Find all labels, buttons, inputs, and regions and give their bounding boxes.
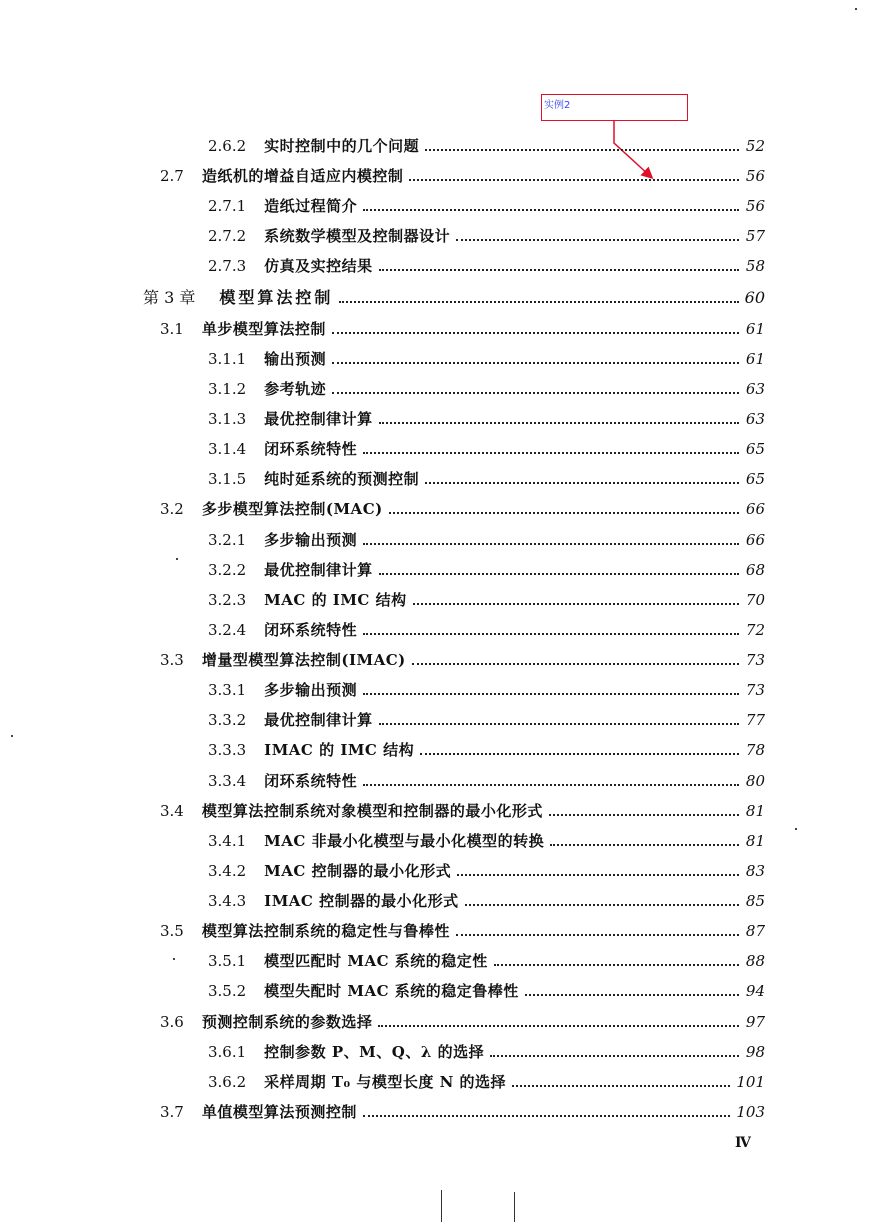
toc-subsection xyxy=(208,767,765,791)
toc-title: 多步输出预测 xyxy=(264,531,358,549)
toc-title: 造纸机的增益自适应内模控制 xyxy=(201,167,404,185)
toc-number: 3.4.3 xyxy=(208,892,247,910)
toc-leader-dots xyxy=(512,1085,730,1087)
toc-title: 多步输出预测 xyxy=(264,681,358,699)
toc-number: 3.3.3 xyxy=(208,741,247,759)
toc-leader-dots xyxy=(363,543,739,545)
toc-page: 57 xyxy=(745,227,765,245)
toc-number: 第 3 章 xyxy=(143,288,196,307)
toc-title: 参考轨迹 xyxy=(264,380,327,398)
toc-leader-dots xyxy=(339,301,738,303)
toc-subsection xyxy=(208,465,765,489)
toc-page: 65 xyxy=(745,470,765,488)
toc-subsection xyxy=(208,586,765,610)
scan-speck xyxy=(11,735,13,737)
toc-leader-dots xyxy=(378,1025,739,1027)
toc-subsection xyxy=(208,706,765,730)
toc-number: 3.3 xyxy=(160,651,184,669)
toc-subsection xyxy=(208,977,765,1001)
toc-subsection xyxy=(208,345,765,369)
toc-subsection xyxy=(208,222,765,246)
toc-section xyxy=(160,315,765,339)
toc-leader-dots xyxy=(363,633,739,635)
toc-subsection xyxy=(208,676,765,700)
toc-number: 3.1 xyxy=(160,320,184,338)
toc-subsection xyxy=(208,556,765,580)
toc-page: 94 xyxy=(745,982,765,1000)
toc-leader-dots xyxy=(457,874,739,876)
toc-leader-dots xyxy=(490,1055,739,1057)
toc-leader-dots xyxy=(456,934,739,936)
toc-page: 81 xyxy=(745,832,765,850)
toc-subsection xyxy=(208,947,765,971)
toc-number: 3.1.2 xyxy=(208,380,247,398)
toc-number: 2.6.2 xyxy=(208,137,247,155)
toc-title: MAC 控制器的最小化形式 xyxy=(264,862,452,880)
toc-number: 3.1.3 xyxy=(208,410,247,428)
toc-leader-dots xyxy=(363,1115,730,1117)
toc-number: 3.6 xyxy=(160,1013,184,1031)
toc-number: 3.1.5 xyxy=(208,470,247,488)
toc-section xyxy=(160,917,765,941)
toc-leader-dots xyxy=(379,269,739,271)
toc-number: 3.2.4 xyxy=(208,621,247,639)
toc-title: 输出预测 xyxy=(264,350,327,368)
toc-page: 80 xyxy=(745,772,765,790)
toc-subsection xyxy=(208,526,765,550)
toc-page: 66 xyxy=(745,531,765,549)
toc-page: 73 xyxy=(745,681,765,699)
scan-artifact-line xyxy=(441,1190,442,1222)
toc-subsection xyxy=(208,827,765,851)
toc-title: 单步模型算法控制 xyxy=(201,320,326,338)
scan-speck xyxy=(795,828,797,830)
toc-title: 闭环系统特性 xyxy=(264,772,358,790)
toc-number: 3.1.1 xyxy=(208,350,247,368)
annotation-label: 实例2 xyxy=(544,100,571,111)
toc-page: 78 xyxy=(745,741,765,759)
toc-number: 2.7.1 xyxy=(208,197,247,215)
toc-leader-dots xyxy=(389,512,739,514)
toc-leader-dots xyxy=(494,964,739,966)
toc-title: 模型匹配时 MAC 系统的稳定性 xyxy=(264,952,488,970)
toc-number: 3.4.1 xyxy=(208,832,247,850)
toc-page: 60 xyxy=(744,288,765,307)
toc-subsection xyxy=(208,616,765,640)
toc-page: 65 xyxy=(745,440,765,458)
toc-number: 3.3.4 xyxy=(208,772,247,790)
toc-title: MAC 非最小化模型与最小化模型的转换 xyxy=(264,832,545,850)
toc-number: 3.4 xyxy=(160,802,184,820)
toc-title: 最优控制律计算 xyxy=(264,711,373,729)
scan-speck xyxy=(176,558,178,560)
toc-leader-dots xyxy=(379,723,739,725)
toc-title: 系统数学模型及控制器设计 xyxy=(264,227,451,245)
toc-title: 预测控制系统的参数选择 xyxy=(201,1013,373,1031)
toc-leader-dots xyxy=(465,904,739,906)
toc-number: 3.3.2 xyxy=(208,711,247,729)
toc-leader-dots xyxy=(413,603,739,605)
toc-title: 控制参数 P、M、Q、λ 的选择 xyxy=(264,1043,485,1061)
scan-speck xyxy=(855,8,857,10)
toc-title: 模型失配时 MAC 系统的稳定鲁棒性 xyxy=(264,982,519,1000)
toc-page: 63 xyxy=(745,380,765,398)
toc-subsection xyxy=(208,736,765,760)
toc-leader-dots xyxy=(456,239,739,241)
page-number: Ⅳ xyxy=(735,1135,751,1151)
toc-page: 83 xyxy=(745,862,765,880)
toc-section xyxy=(160,495,765,519)
toc-page: 58 xyxy=(745,257,765,275)
toc-page: 52 xyxy=(745,137,765,155)
toc-number: 3.2.3 xyxy=(208,591,247,609)
toc-page: 88 xyxy=(745,952,765,970)
toc-number: 3.6.1 xyxy=(208,1043,247,1061)
toc-subsection xyxy=(208,375,765,399)
scan-speck xyxy=(173,958,175,960)
toc-leader-dots xyxy=(420,753,739,755)
toc-page: 81 xyxy=(745,802,765,820)
toc-subsection xyxy=(208,192,765,216)
toc-page: 70 xyxy=(745,591,765,609)
toc-page: 72 xyxy=(745,621,765,639)
toc-leader-dots xyxy=(550,844,739,846)
toc-chapter xyxy=(143,284,765,308)
toc-subsection xyxy=(208,1038,765,1062)
toc-title: 仿真及实控结果 xyxy=(264,257,373,275)
toc-page: 98 xyxy=(745,1043,765,1061)
toc-leader-dots xyxy=(379,573,739,575)
toc-leader-dots xyxy=(425,149,739,151)
toc-leader-dots xyxy=(332,392,739,394)
toc-number: 3.4.2 xyxy=(208,862,247,880)
scan-artifact-line xyxy=(514,1192,515,1222)
toc-number: 3.5.2 xyxy=(208,982,247,1000)
toc-number: 3.3.1 xyxy=(208,681,247,699)
toc-title: 增量型模型算法控制(IMAC) xyxy=(201,651,406,669)
toc-page: 68 xyxy=(745,561,765,579)
toc-number: 2.7.2 xyxy=(208,227,247,245)
toc-title: 模型算法控制系统对象模型和控制器的最小化形式 xyxy=(201,802,543,820)
toc-subsection xyxy=(208,435,765,459)
toc-title: 闭环系统特性 xyxy=(264,621,358,639)
toc-page: 103 xyxy=(736,1103,765,1121)
toc-leader-dots xyxy=(549,814,739,816)
toc-leader-dots xyxy=(363,452,739,454)
toc-subsection xyxy=(208,887,765,911)
toc-page: 97 xyxy=(745,1013,765,1031)
toc-page: 77 xyxy=(745,711,765,729)
toc-number: 3.1.4 xyxy=(208,440,247,458)
toc-page: 61 xyxy=(745,350,765,368)
toc-page: 63 xyxy=(745,410,765,428)
toc-section xyxy=(160,162,765,186)
toc-leader-dots xyxy=(425,482,739,484)
toc-section xyxy=(160,797,765,821)
toc-section xyxy=(160,1098,765,1122)
toc-number: 2.7 xyxy=(160,167,184,185)
toc-page: 61 xyxy=(745,320,765,338)
toc-leader-dots xyxy=(412,663,739,665)
toc-section xyxy=(160,646,765,670)
toc-page: 56 xyxy=(745,197,765,215)
toc-leader-dots xyxy=(332,332,739,334)
toc-leader-dots xyxy=(379,422,739,424)
toc-number: 3.7 xyxy=(160,1103,184,1121)
toc-title: 模型算法控制 xyxy=(219,288,334,307)
toc-title: 实时控制中的几个问题 xyxy=(264,137,420,155)
toc-title: 闭环系统特性 xyxy=(264,440,358,458)
toc-title: 多步模型算法控制(MAC) xyxy=(201,500,383,518)
toc-page: 56 xyxy=(745,167,765,185)
toc-leader-dots xyxy=(409,179,739,181)
toc-title: 纯时延系统的预测控制 xyxy=(264,470,420,488)
toc-leader-dots xyxy=(363,693,739,695)
annotation-arrow xyxy=(0,0,869,220)
toc-title: 模型算法控制系统的稳定性与鲁棒性 xyxy=(201,922,450,940)
toc-leader-dots xyxy=(525,994,739,996)
toc-title: 最优控制律计算 xyxy=(264,410,373,428)
toc-leader-dots xyxy=(363,784,739,786)
toc-number: 3.5.1 xyxy=(208,952,247,970)
toc-subsection xyxy=(208,252,765,276)
toc-page: 73 xyxy=(745,651,765,669)
toc-page: 101 xyxy=(736,1073,765,1091)
toc-title: 造纸过程简介 xyxy=(264,197,358,215)
toc-title: 单值模型算法预测控制 xyxy=(201,1103,357,1121)
toc-leader-dots xyxy=(332,362,739,364)
toc-subsection xyxy=(208,132,765,156)
toc-subsection xyxy=(208,1068,765,1092)
toc-section xyxy=(160,1008,765,1032)
toc-title: IMAC 控制器的最小化形式 xyxy=(264,892,459,910)
toc-leader-dots xyxy=(363,209,739,211)
toc-number: 2.7.3 xyxy=(208,257,247,275)
toc-number: 3.2.1 xyxy=(208,531,247,549)
toc-title: 最优控制律计算 xyxy=(264,561,373,579)
annotation-box xyxy=(541,94,688,121)
toc-title: MAC 的 IMC 结构 xyxy=(264,591,407,609)
toc-title: 采样周期 T₀ 与模型长度 N 的选择 xyxy=(264,1073,507,1091)
toc-number: 3.6.2 xyxy=(208,1073,247,1091)
toc-number: 3.2 xyxy=(160,500,184,518)
toc-page: 66 xyxy=(745,500,765,518)
toc-subsection xyxy=(208,405,765,429)
toc-page: 85 xyxy=(745,892,765,910)
toc-page: 87 xyxy=(745,922,765,940)
toc-title: IMAC 的 IMC 结构 xyxy=(264,741,415,759)
toc-subsection xyxy=(208,857,765,881)
toc-number: 3.5 xyxy=(160,922,184,940)
toc-number: 3.2.2 xyxy=(208,561,247,579)
